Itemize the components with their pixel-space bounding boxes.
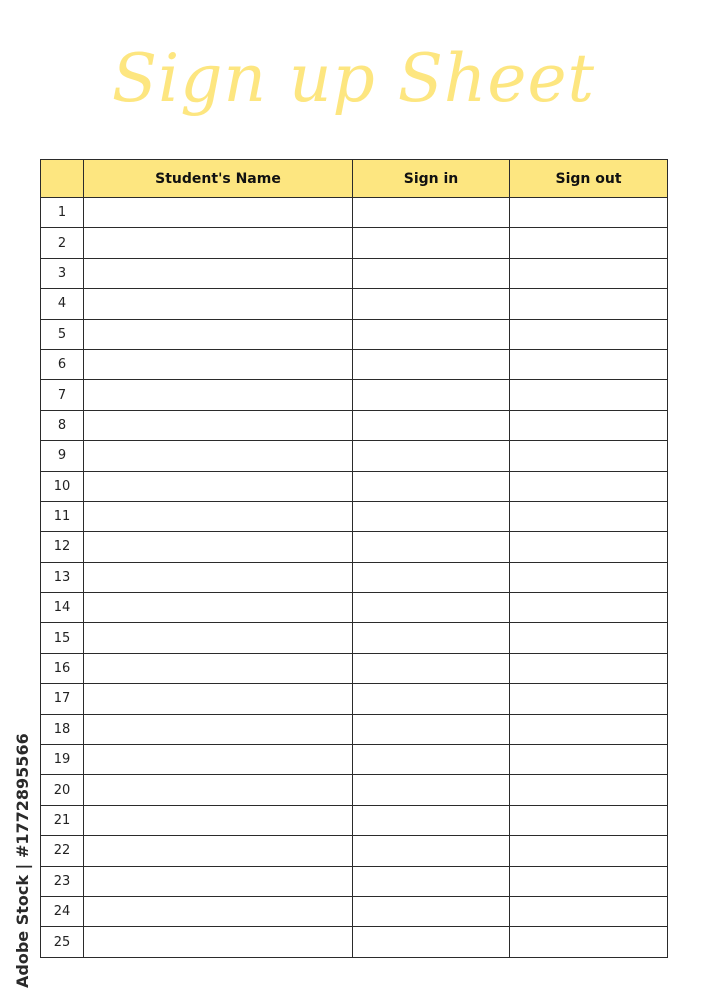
student-name-cell[interactable]	[84, 684, 353, 714]
sign-out-cell[interactable]	[510, 745, 668, 775]
student-name-cell[interactable]	[84, 805, 353, 835]
table-row	[41, 410, 668, 440]
row-number: 9	[41, 441, 84, 471]
sign-in-cell[interactable]	[353, 593, 510, 623]
sign-in-cell[interactable]	[353, 289, 510, 319]
sign-up-table	[40, 159, 668, 958]
sign-in-cell[interactable]	[353, 623, 510, 653]
row-number: 3	[41, 258, 84, 288]
sign-in-cell[interactable]	[353, 380, 510, 410]
table-row	[41, 289, 668, 319]
sign-out-cell[interactable]	[510, 228, 668, 258]
student-name-cell[interactable]	[84, 501, 353, 531]
row-number: 16	[41, 653, 84, 683]
sign-out-cell[interactable]	[510, 593, 668, 623]
row-number: 12	[41, 532, 84, 562]
header-sign-out: Sign out	[510, 160, 668, 198]
student-name-cell[interactable]	[84, 380, 353, 410]
table-row	[41, 653, 668, 683]
sign-in-cell[interactable]	[353, 927, 510, 957]
student-name-cell[interactable]	[84, 228, 353, 258]
sign-in-cell[interactable]	[353, 745, 510, 775]
sign-in-cell[interactable]	[353, 684, 510, 714]
sign-in-cell[interactable]	[353, 471, 510, 501]
sign-in-cell[interactable]	[353, 198, 510, 228]
table-row	[41, 927, 668, 957]
sign-in-cell[interactable]	[353, 836, 510, 866]
student-name-cell[interactable]	[84, 896, 353, 926]
table-row	[41, 441, 668, 471]
row-number: 25	[41, 927, 84, 957]
sign-out-cell[interactable]	[510, 289, 668, 319]
sign-out-cell[interactable]	[510, 896, 668, 926]
student-name-cell[interactable]	[84, 593, 353, 623]
row-number: 20	[41, 775, 84, 805]
sign-in-cell[interactable]	[353, 775, 510, 805]
watermark-text: Adobe Stock | #1772895566	[13, 733, 32, 988]
header-student-name: Student's Name	[84, 160, 353, 198]
sign-out-cell[interactable]	[510, 441, 668, 471]
student-name-cell[interactable]	[84, 441, 353, 471]
table-row	[41, 684, 668, 714]
sign-out-cell[interactable]	[510, 775, 668, 805]
sign-in-cell[interactable]	[353, 349, 510, 379]
table-row	[41, 805, 668, 835]
student-name-cell[interactable]	[84, 562, 353, 592]
sign-out-cell[interactable]	[510, 714, 668, 744]
row-number: 10	[41, 471, 84, 501]
row-number: 18	[41, 714, 84, 744]
sign-out-cell[interactable]	[510, 532, 668, 562]
table-row	[41, 714, 668, 744]
table-row	[41, 319, 668, 349]
sign-out-cell[interactable]	[510, 501, 668, 531]
row-number: 21	[41, 805, 84, 835]
header-row	[41, 160, 668, 198]
table-row	[41, 471, 668, 501]
sign-out-cell[interactable]	[510, 319, 668, 349]
student-name-cell[interactable]	[84, 289, 353, 319]
table-row	[41, 258, 668, 288]
table-row	[41, 866, 668, 896]
table-row	[41, 532, 668, 562]
table-row	[41, 745, 668, 775]
sign-in-cell[interactable]	[353, 805, 510, 835]
student-name-cell[interactable]	[84, 745, 353, 775]
row-number: 4	[41, 289, 84, 319]
sign-out-cell[interactable]	[510, 836, 668, 866]
header-number	[41, 160, 84, 198]
sign-out-cell[interactable]	[510, 866, 668, 896]
sign-out-cell[interactable]	[510, 684, 668, 714]
table-row	[41, 593, 668, 623]
table-row	[41, 349, 668, 379]
sign-in-cell[interactable]	[353, 896, 510, 926]
row-number: 8	[41, 410, 84, 440]
sign-in-cell[interactable]	[353, 714, 510, 744]
sign-in-cell[interactable]	[353, 410, 510, 440]
row-number: 1	[41, 198, 84, 228]
student-name-cell[interactable]	[84, 927, 353, 957]
row-number: 17	[41, 684, 84, 714]
header-sign-in: Sign in	[353, 160, 510, 198]
sign-out-cell[interactable]	[510, 653, 668, 683]
sign-out-cell[interactable]	[510, 623, 668, 653]
student-name-cell[interactable]	[84, 349, 353, 379]
sign-out-cell[interactable]	[510, 380, 668, 410]
stock-watermark	[12, 733, 36, 988]
row-number: 5	[41, 319, 84, 349]
sign-out-cell[interactable]	[510, 927, 668, 957]
sign-out-cell[interactable]	[510, 258, 668, 288]
sign-out-cell[interactable]	[510, 410, 668, 440]
student-name-cell[interactable]	[84, 471, 353, 501]
student-name-cell[interactable]	[84, 319, 353, 349]
student-name-cell[interactable]	[84, 653, 353, 683]
student-name-cell[interactable]	[84, 714, 353, 744]
table-row	[41, 775, 668, 805]
row-number: 19	[41, 745, 84, 775]
student-name-cell[interactable]	[84, 623, 353, 653]
student-name-cell[interactable]	[84, 258, 353, 288]
sign-in-cell[interactable]	[353, 441, 510, 471]
table-row	[41, 198, 668, 228]
student-name-cell[interactable]	[84, 866, 353, 896]
sign-in-cell[interactable]	[353, 653, 510, 683]
table-row	[41, 623, 668, 653]
table-row	[41, 562, 668, 592]
page-title: Sign up Sheet	[111, 40, 596, 117]
sign-out-cell[interactable]	[510, 562, 668, 592]
row-number: 11	[41, 501, 84, 531]
row-number: 14	[41, 593, 84, 623]
sign-out-cell[interactable]	[510, 805, 668, 835]
row-number: 7	[41, 380, 84, 410]
table-row	[41, 836, 668, 866]
student-name-cell[interactable]	[84, 198, 353, 228]
sign-out-cell[interactable]	[510, 349, 668, 379]
student-name-cell[interactable]	[84, 532, 353, 562]
sign-in-cell[interactable]	[353, 501, 510, 531]
sign-in-cell[interactable]	[353, 532, 510, 562]
row-number: 6	[41, 349, 84, 379]
student-name-cell[interactable]	[84, 775, 353, 805]
row-number: 13	[41, 562, 84, 592]
table-row	[41, 896, 668, 926]
row-number: 24	[41, 896, 84, 926]
table-row	[41, 228, 668, 258]
sign-out-cell[interactable]	[510, 471, 668, 501]
sign-in-cell[interactable]	[353, 866, 510, 896]
sign-out-cell[interactable]	[510, 198, 668, 228]
row-number: 15	[41, 623, 84, 653]
student-name-cell[interactable]	[84, 410, 353, 440]
sign-in-cell[interactable]	[353, 228, 510, 258]
sign-in-cell[interactable]	[353, 319, 510, 349]
table-row	[41, 501, 668, 531]
sign-in-cell[interactable]	[353, 258, 510, 288]
row-number: 22	[41, 836, 84, 866]
student-name-cell[interactable]	[84, 836, 353, 866]
sign-in-cell[interactable]	[353, 562, 510, 592]
row-number: 23	[41, 866, 84, 896]
row-number: 2	[41, 228, 84, 258]
table-row	[41, 380, 668, 410]
